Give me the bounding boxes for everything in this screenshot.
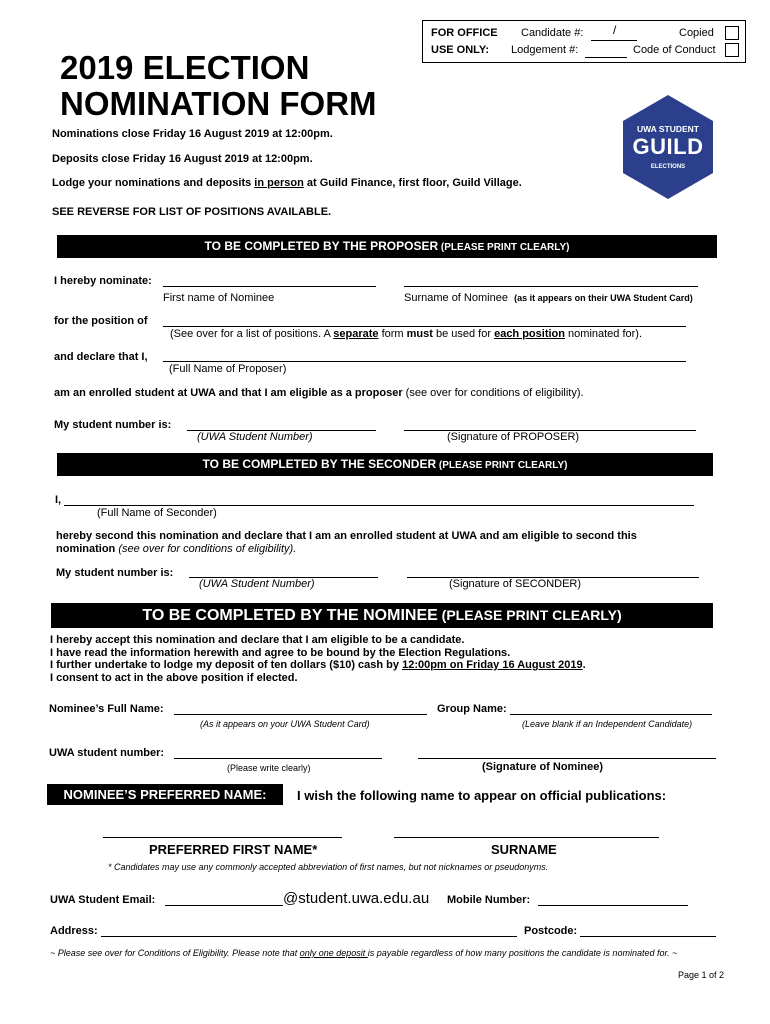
seconder-student-number-caption: (UWA Student Number): [199, 578, 315, 590]
proposer-signature-caption: (Signature of PROPOSER): [447, 431, 580, 443]
nominate-label: I hereby nominate:: [54, 275, 152, 287]
nominee-header-sub: (PLEASE PRINT CLEARLY): [437, 607, 622, 623]
nominee-full-name-label: Nominee’s Full Name:: [49, 703, 164, 715]
nominee-accept-deadline: 12:00pm on Friday 16 August 2019: [402, 659, 583, 671]
see-reverse-note: SEE REVERSE FOR LIST OF POSITIONS AVAILABLE.: [52, 206, 332, 218]
nominee-signature-caption: (Signature of Nominee): [482, 761, 604, 773]
copied-label: Copied: [679, 27, 714, 39]
position-caption-d: nominated for).: [564, 328, 643, 340]
proposer-enrolled-rest: (see over for conditions of eligibility).: [402, 387, 584, 399]
seconder-header-main: TO BE COMPLETED BY THE SECONDER: [202, 457, 437, 471]
proposer-student-number-label: My student number is:: [54, 419, 172, 431]
nominee-accept-line-1: I hereby accept this nomination and declare that I am eligible to be a candidate.: [50, 634, 465, 646]
logo-main-text: GUILD: [632, 134, 704, 159]
student-email-label: UWA Student Email:: [50, 894, 156, 906]
preferred-surname-caption: SURNAME: [491, 842, 557, 857]
position-caption-a: (See over for a list of positions. A: [170, 328, 334, 340]
proposer-student-number-caption: (UWA Student Number): [197, 431, 313, 443]
seconder-section-header: [57, 453, 713, 476]
nominee-full-name-field[interactable]: [174, 714, 427, 715]
preferred-name-instruction: I wish the following name to appear on official publications:: [297, 788, 667, 803]
group-name-field[interactable]: [510, 714, 712, 715]
seconder-full-name-field[interactable]: [64, 505, 694, 506]
lodge-text-in-person: in person: [254, 177, 304, 189]
preferred-surname-field[interactable]: [394, 837, 659, 838]
position-caption-c: be used for: [432, 328, 495, 340]
position-field[interactable]: [163, 326, 686, 327]
preferred-first-name-caption: PREFERRED FIRST NAME*: [149, 842, 318, 857]
nominee-surname-field[interactable]: [404, 286, 698, 287]
group-name-caption: (Leave blank if an Independent Candidate): [522, 719, 693, 729]
surname-caption-note: (as it appears on their UWA Student Card): [514, 293, 693, 303]
eligibility-footer-note: [50, 948, 677, 958]
nominee-accept-line-3b: .: [582, 659, 586, 671]
nominee-accept-line-3: [50, 659, 586, 672]
address-field[interactable]: [101, 936, 517, 937]
nominee-accept-line-3a: I further undertake to lodge my deposit of ten dollars ($10) cash by: [50, 659, 403, 671]
nominee-student-number-caption: (Please write clearly): [227, 763, 311, 773]
candidate-number-field[interactable]: [591, 40, 637, 41]
seconder-signature-caption: (Signature of SECONDER): [449, 578, 582, 590]
nominee-full-name-caption: (As it appears on your UWA Student Card): [200, 719, 370, 729]
nominee-section-header: [51, 603, 713, 628]
nominee-accept-line-2: I have read the information herewith and agree to be bound by the Election Regulations.: [50, 646, 511, 659]
uwa-guild-logo: [620, 93, 716, 201]
proposer-full-name-caption: (Full Name of Proposer): [169, 363, 287, 375]
position-caption-must: must: [406, 328, 433, 340]
position-label: for the position of: [54, 315, 148, 327]
nominee-first-name-field[interactable]: [163, 286, 376, 287]
code-of-conduct-checkbox[interactable]: [725, 43, 739, 57]
surname-caption: [404, 292, 693, 304]
office-label-1: FOR OFFICE: [431, 27, 498, 39]
position-caption-separate: separate: [333, 328, 379, 340]
office-label-2: USE ONLY:: [431, 44, 490, 56]
mobile-number-label: Mobile Number:: [447, 894, 531, 906]
form-title-line-1: 2019 ELECTION: [60, 49, 310, 86]
surname-caption-text: Surname of Nominee: [404, 292, 508, 304]
address-label: Address:: [50, 925, 98, 937]
proposer-full-name-field[interactable]: [163, 361, 686, 362]
seconder-statement-line-1: hereby second this nomination and declare that I am an enrolled student at UWA and am eligible to second this: [56, 530, 637, 542]
proposer-enrolled-statement: [54, 387, 584, 399]
seconder-student-number-label: My student number is:: [56, 567, 174, 579]
proposer-header-sub: (PLEASE PRINT CLEARLY): [438, 242, 570, 253]
candidate-number-value: /: [613, 23, 617, 37]
seconder-full-name-caption: (Full Name of Seconder): [97, 507, 217, 519]
lodge-text-a: Lodge your nominations and deposits: [52, 177, 255, 189]
seconder-statement-eligibility: (see over for conditions of eligibility).: [115, 543, 297, 555]
preferred-name-box: NOMINEE’S PREFERRED NAME:: [47, 784, 283, 805]
logo-sub-text: ELECTIONS: [650, 164, 686, 170]
office-use-box: [422, 20, 746, 63]
seconder-header-sub: (PLEASE PRINT CLEARLY): [436, 460, 568, 471]
postcode-label: Postcode:: [524, 925, 578, 937]
seconder-statement-line-2: [56, 543, 296, 555]
form-title-line-2: NOMINATION FORM: [60, 85, 377, 122]
group-name-label: Group Name:: [437, 703, 507, 715]
declare-label: and declare that I,: [54, 351, 148, 363]
footer-note-a: ~ Please see over for Conditions of Eligibility. Please note that: [50, 948, 300, 958]
preferred-first-name-field[interactable]: [103, 837, 342, 838]
candidate-number-label: Candidate #:: [521, 27, 584, 39]
deposits-close: Deposits close Friday 16 August 2019 at 12:00pm.: [52, 153, 313, 165]
footer-note-b: is payable regardless of how many positions the candidate is nominated for. ~: [367, 948, 678, 958]
footer-note-deposit: only one deposit: [299, 948, 368, 958]
nominee-signature-field[interactable]: [418, 758, 716, 759]
position-caption-b: form: [378, 328, 407, 340]
lodgement-number-label: Lodgement #:: [511, 44, 579, 56]
lodge-text-b: at Guild Finance, first floor, Guild Village.: [303, 177, 522, 189]
proposer-section-header: [57, 235, 717, 258]
first-name-caption: First name of Nominee: [163, 292, 275, 304]
logo-top-text: UWA STUDENT: [636, 124, 699, 134]
seconder-i-label: I,: [55, 494, 62, 506]
position-caption-each: each position: [494, 328, 565, 340]
nominee-student-number-field[interactable]: [174, 758, 382, 759]
nominations-close: Nominations close Friday 16 August 2019 at 12:00pm.: [52, 128, 333, 140]
mobile-number-field[interactable]: [538, 905, 688, 906]
form-title: [60, 50, 377, 122]
page-number: Page 1 of 2: [678, 970, 725, 980]
nominee-accept-line-4: I consent to act in the above position if elected.: [50, 671, 298, 684]
preferred-name-footnote: * Candidates may use any commonly accepted abbreviation of first names, but not nicknames or pseudonyms.: [108, 862, 549, 872]
postcode-field[interactable]: [580, 936, 716, 937]
proposer-header-main: TO BE COMPLETED BY THE PROPOSER: [204, 239, 439, 253]
student-email-field[interactable]: [165, 905, 283, 906]
student-email-domain: @student.uwa.edu.au: [283, 890, 430, 907]
nominee-header-main: TO BE COMPLETED BY THE NOMINEE: [142, 607, 438, 624]
nominee-accept-statement: [50, 634, 586, 684]
position-caption: [170, 328, 642, 340]
lodge-instructions: [52, 177, 522, 189]
code-of-conduct-label: Code of Conduct: [633, 44, 716, 56]
lodgement-number-field[interactable]: [585, 57, 627, 58]
nominee-student-number-label: UWA student number:: [49, 747, 165, 759]
seconder-statement-nomination: nomination: [56, 543, 116, 555]
copied-checkbox[interactable]: [725, 26, 739, 40]
proposer-enrolled-bold: am an enrolled student at UWA and that I am eligible as a proposer: [54, 387, 403, 399]
